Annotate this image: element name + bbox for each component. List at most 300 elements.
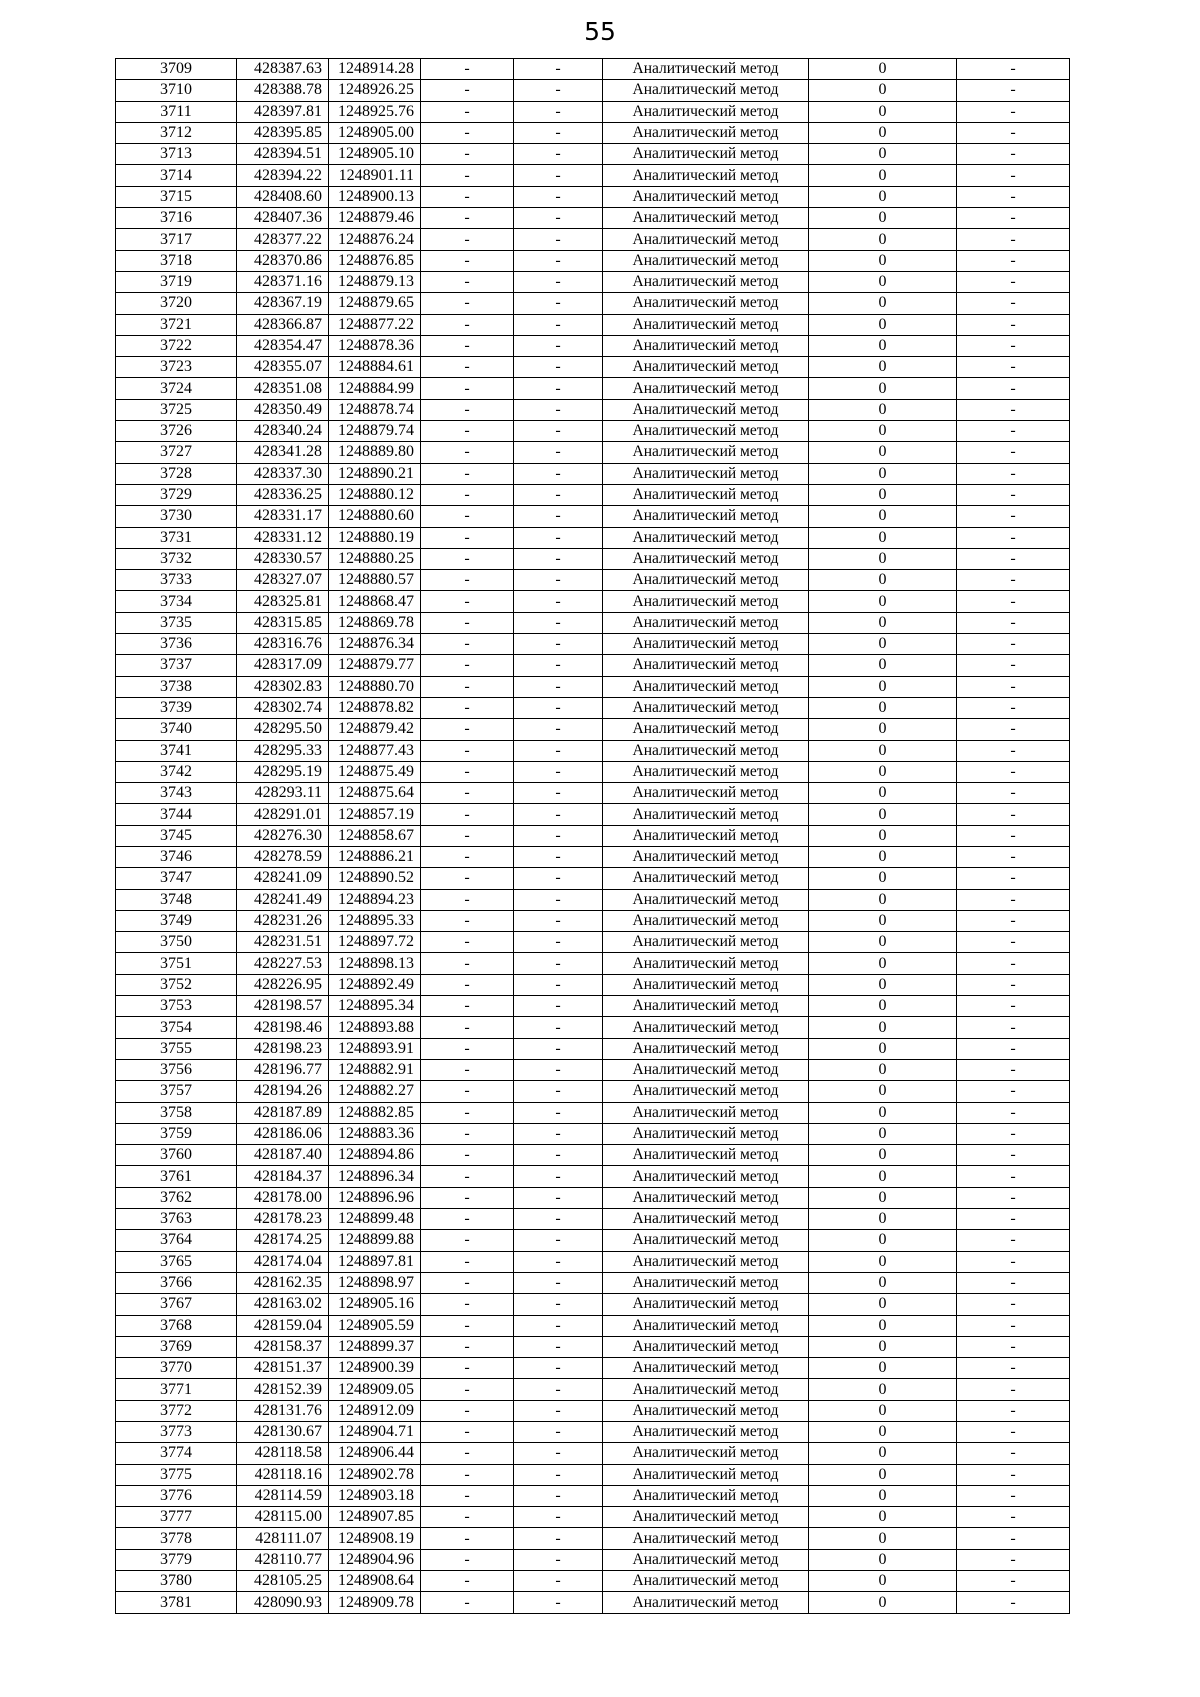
dash-cell-b: - [514, 484, 603, 505]
point-number-cell: 3727 [116, 442, 237, 463]
table-row [116, 548, 1070, 569]
error-value-cell: 0 [809, 165, 957, 186]
error-value-cell: 0 [809, 612, 957, 633]
table-row [116, 1081, 1070, 1102]
dash-cell-b: - [514, 314, 603, 335]
dash-cell-c: - [957, 442, 1070, 463]
dash-cell-c: - [957, 1400, 1070, 1421]
y-coordinate-cell: 1248879.77 [329, 655, 421, 676]
table-row [116, 1251, 1070, 1272]
error-value-cell: 0 [809, 335, 957, 356]
error-value-cell: 0 [809, 1315, 957, 1336]
y-coordinate-cell: 1248878.36 [329, 335, 421, 356]
dash-cell-a: - [421, 1102, 514, 1123]
dash-cell-b: - [514, 1017, 603, 1038]
error-value-cell: 0 [809, 570, 957, 591]
dash-cell-a: - [421, 1379, 514, 1400]
table-row [116, 442, 1070, 463]
dash-cell-b: - [514, 1315, 603, 1336]
x-coordinate-cell: 428162.35 [237, 1272, 329, 1293]
method-cell: Аналитический метод [603, 421, 809, 442]
y-coordinate-cell: 1248880.19 [329, 527, 421, 548]
point-number-cell: 3719 [116, 271, 237, 292]
y-coordinate-cell: 1248908.19 [329, 1528, 421, 1549]
dash-cell-b: - [514, 740, 603, 761]
table-row [116, 932, 1070, 953]
point-number-cell: 3770 [116, 1358, 237, 1379]
point-number-cell: 3736 [116, 634, 237, 655]
table-row [116, 144, 1070, 165]
method-cell: Аналитический метод [603, 953, 809, 974]
dash-cell-a: - [421, 825, 514, 846]
point-number-cell: 3710 [116, 80, 237, 101]
dash-cell-a: - [421, 527, 514, 548]
dash-cell-a: - [421, 59, 514, 80]
dash-cell-c: - [957, 974, 1070, 995]
method-cell: Аналитический метод [603, 676, 809, 697]
dash-cell-c: - [957, 825, 1070, 846]
method-cell: Аналитический метод [603, 655, 809, 676]
error-value-cell: 0 [809, 1230, 957, 1251]
method-cell: Аналитический метод [603, 1230, 809, 1251]
error-value-cell: 0 [809, 1592, 957, 1613]
dash-cell-c: - [957, 101, 1070, 122]
table-row [116, 335, 1070, 356]
dash-cell-b: - [514, 165, 603, 186]
point-number-cell: 3723 [116, 357, 237, 378]
table-row [116, 314, 1070, 335]
point-number-cell: 3711 [116, 101, 237, 122]
x-coordinate-cell: 428187.40 [237, 1145, 329, 1166]
method-cell: Аналитический метод [603, 1123, 809, 1144]
dash-cell-a: - [421, 122, 514, 143]
method-cell: Аналитический метод [603, 1571, 809, 1592]
x-coordinate-cell: 428331.12 [237, 527, 329, 548]
table-row [116, 59, 1070, 80]
dash-cell-a: - [421, 740, 514, 761]
y-coordinate-cell: 1248882.91 [329, 1059, 421, 1080]
dash-cell-c: - [957, 1315, 1070, 1336]
point-number-cell: 3769 [116, 1336, 237, 1357]
dash-cell-b: - [514, 676, 603, 697]
dash-cell-a: - [421, 761, 514, 782]
table-row [116, 1443, 1070, 1464]
method-cell: Аналитический метод [603, 1315, 809, 1336]
y-coordinate-cell: 1248875.64 [329, 783, 421, 804]
dash-cell-c: - [957, 1166, 1070, 1187]
error-value-cell: 0 [809, 229, 957, 250]
dash-cell-b: - [514, 889, 603, 910]
error-value-cell: 0 [809, 719, 957, 740]
y-coordinate-cell: 1248901.11 [329, 165, 421, 186]
method-cell: Аналитический метод [603, 1209, 809, 1230]
dash-cell-b: - [514, 1443, 603, 1464]
point-number-cell: 3750 [116, 932, 237, 953]
error-value-cell: 0 [809, 484, 957, 505]
dash-cell-c: - [957, 612, 1070, 633]
dash-cell-c: - [957, 335, 1070, 356]
table-row [116, 1336, 1070, 1357]
error-value-cell: 0 [809, 442, 957, 463]
table-row [116, 868, 1070, 889]
dash-cell-c: - [957, 1507, 1070, 1528]
dash-cell-b: - [514, 186, 603, 207]
dash-cell-b: - [514, 1358, 603, 1379]
dash-cell-a: - [421, 612, 514, 633]
dash-cell-b: - [514, 1102, 603, 1123]
x-coordinate-cell: 428371.16 [237, 271, 329, 292]
dash-cell-b: - [514, 144, 603, 165]
table-row [116, 1059, 1070, 1080]
dash-cell-c: - [957, 399, 1070, 420]
x-coordinate-cell: 428163.02 [237, 1294, 329, 1315]
point-number-cell: 3740 [116, 719, 237, 740]
x-coordinate-cell: 428178.00 [237, 1187, 329, 1208]
error-value-cell: 0 [809, 1294, 957, 1315]
x-coordinate-cell: 428325.81 [237, 591, 329, 612]
dash-cell-a: - [421, 1017, 514, 1038]
x-coordinate-cell: 428115.00 [237, 1507, 329, 1528]
dash-cell-b: - [514, 1422, 603, 1443]
method-cell: Аналитический метод [603, 1358, 809, 1379]
error-value-cell: 0 [809, 761, 957, 782]
point-number-cell: 3756 [116, 1059, 237, 1080]
method-cell: Аналитический метод [603, 1145, 809, 1166]
error-value-cell: 0 [809, 59, 957, 80]
y-coordinate-cell: 1248894.23 [329, 889, 421, 910]
point-number-cell: 3726 [116, 421, 237, 442]
x-coordinate-cell: 428241.49 [237, 889, 329, 910]
point-number-cell: 3730 [116, 506, 237, 527]
table-row [116, 910, 1070, 931]
method-cell: Аналитический метод [603, 1059, 809, 1080]
method-cell: Аналитический метод [603, 101, 809, 122]
dash-cell-c: - [957, 59, 1070, 80]
point-number-cell: 3771 [116, 1379, 237, 1400]
method-cell: Аналитический метод [603, 591, 809, 612]
x-coordinate-cell: 428227.53 [237, 953, 329, 974]
table-row [116, 974, 1070, 995]
table-row [116, 1507, 1070, 1528]
dash-cell-c: - [957, 1145, 1070, 1166]
error-value-cell: 0 [809, 1209, 957, 1230]
dash-cell-a: - [421, 1081, 514, 1102]
table-row [116, 399, 1070, 420]
point-number-cell: 3774 [116, 1443, 237, 1464]
point-number-cell: 3718 [116, 250, 237, 271]
y-coordinate-cell: 1248897.72 [329, 932, 421, 953]
y-coordinate-cell: 1248879.74 [329, 421, 421, 442]
dash-cell-c: - [957, 1209, 1070, 1230]
x-coordinate-cell: 428276.30 [237, 825, 329, 846]
x-coordinate-cell: 428315.85 [237, 612, 329, 633]
dash-cell-b: - [514, 1592, 603, 1613]
dash-cell-c: - [957, 570, 1070, 591]
dash-cell-b: - [514, 783, 603, 804]
dash-cell-a: - [421, 165, 514, 186]
dash-cell-c: - [957, 1528, 1070, 1549]
x-coordinate-cell: 428198.46 [237, 1017, 329, 1038]
point-number-cell: 3773 [116, 1422, 237, 1443]
error-value-cell: 0 [809, 1187, 957, 1208]
error-value-cell: 0 [809, 1379, 957, 1400]
y-coordinate-cell: 1248889.80 [329, 442, 421, 463]
dash-cell-b: - [514, 101, 603, 122]
dash-cell-a: - [421, 293, 514, 314]
table-body [116, 59, 1070, 1614]
table-row [116, 463, 1070, 484]
point-number-cell: 3712 [116, 122, 237, 143]
dash-cell-b: - [514, 1485, 603, 1506]
dash-cell-a: - [421, 1464, 514, 1485]
y-coordinate-cell: 1248899.37 [329, 1336, 421, 1357]
dash-cell-c: - [957, 506, 1070, 527]
y-coordinate-cell: 1248879.13 [329, 271, 421, 292]
dash-cell-c: - [957, 484, 1070, 505]
y-coordinate-cell: 1248892.49 [329, 974, 421, 995]
table-row [116, 506, 1070, 527]
dash-cell-b: - [514, 463, 603, 484]
x-coordinate-cell: 428394.22 [237, 165, 329, 186]
dash-cell-a: - [421, 1571, 514, 1592]
dash-cell-c: - [957, 1059, 1070, 1080]
dash-cell-a: - [421, 974, 514, 995]
x-coordinate-cell: 428327.07 [237, 570, 329, 591]
dash-cell-a: - [421, 1315, 514, 1336]
method-cell: Аналитический метод [603, 506, 809, 527]
method-cell: Аналитический метод [603, 1549, 809, 1570]
table-row [116, 80, 1070, 101]
error-value-cell: 0 [809, 1549, 957, 1570]
dash-cell-b: - [514, 1379, 603, 1400]
method-cell: Аналитический метод [603, 1294, 809, 1315]
point-number-cell: 3775 [116, 1464, 237, 1485]
dash-cell-a: - [421, 101, 514, 122]
dash-cell-b: - [514, 1187, 603, 1208]
y-coordinate-cell: 1248893.91 [329, 1038, 421, 1059]
error-value-cell: 0 [809, 548, 957, 569]
method-cell: Аналитический метод [603, 463, 809, 484]
x-coordinate-cell: 428395.85 [237, 122, 329, 143]
dash-cell-b: - [514, 974, 603, 995]
error-value-cell: 0 [809, 122, 957, 143]
table-row [116, 1294, 1070, 1315]
dash-cell-c: - [957, 889, 1070, 910]
y-coordinate-cell: 1248884.99 [329, 378, 421, 399]
dash-cell-c: - [957, 122, 1070, 143]
point-number-cell: 3742 [116, 761, 237, 782]
x-coordinate-cell: 428198.57 [237, 996, 329, 1017]
point-number-cell: 3752 [116, 974, 237, 995]
method-cell: Аналитический метод [603, 974, 809, 995]
dash-cell-b: - [514, 271, 603, 292]
error-value-cell: 0 [809, 1017, 957, 1038]
dash-cell-c: - [957, 740, 1070, 761]
point-number-cell: 3715 [116, 186, 237, 207]
y-coordinate-cell: 1248900.13 [329, 186, 421, 207]
error-value-cell: 0 [809, 378, 957, 399]
x-coordinate-cell: 428118.58 [237, 1443, 329, 1464]
error-value-cell: 0 [809, 1507, 957, 1528]
error-value-cell: 0 [809, 357, 957, 378]
error-value-cell: 0 [809, 1336, 957, 1357]
x-coordinate-cell: 428407.36 [237, 208, 329, 229]
y-coordinate-cell: 1248880.57 [329, 570, 421, 591]
dash-cell-a: - [421, 1059, 514, 1080]
table-row [116, 740, 1070, 761]
point-number-cell: 3733 [116, 570, 237, 591]
point-number-cell: 3714 [116, 165, 237, 186]
table-row [116, 1379, 1070, 1400]
error-value-cell: 0 [809, 1571, 957, 1592]
dash-cell-c: - [957, 1379, 1070, 1400]
x-coordinate-cell: 428159.04 [237, 1315, 329, 1336]
dash-cell-a: - [421, 719, 514, 740]
y-coordinate-cell: 1248883.36 [329, 1123, 421, 1144]
method-cell: Аналитический метод [603, 1464, 809, 1485]
table-row [116, 357, 1070, 378]
method-cell: Аналитический метод [603, 1166, 809, 1187]
dash-cell-a: - [421, 655, 514, 676]
table-row [116, 186, 1070, 207]
dash-cell-b: - [514, 59, 603, 80]
y-coordinate-cell: 1248880.60 [329, 506, 421, 527]
x-coordinate-cell: 428377.22 [237, 229, 329, 250]
error-value-cell: 0 [809, 1464, 957, 1485]
point-number-cell: 3758 [116, 1102, 237, 1123]
point-number-cell: 3717 [116, 229, 237, 250]
point-number-cell: 3720 [116, 293, 237, 314]
dash-cell-b: - [514, 591, 603, 612]
dash-cell-a: - [421, 846, 514, 867]
error-value-cell: 0 [809, 1251, 957, 1272]
error-value-cell: 0 [809, 825, 957, 846]
error-value-cell: 0 [809, 740, 957, 761]
method-cell: Аналитический метод [603, 996, 809, 1017]
dash-cell-c: - [957, 1230, 1070, 1251]
table-row [116, 271, 1070, 292]
method-cell: Аналитический метод [603, 548, 809, 569]
method-cell: Аналитический метод [603, 271, 809, 292]
x-coordinate-cell: 428231.26 [237, 910, 329, 931]
x-coordinate-cell: 428367.19 [237, 293, 329, 314]
point-number-cell: 3781 [116, 1592, 237, 1613]
point-number-cell: 3721 [116, 314, 237, 335]
dash-cell-b: - [514, 697, 603, 718]
point-number-cell: 3748 [116, 889, 237, 910]
x-coordinate-cell: 428130.67 [237, 1422, 329, 1443]
dash-cell-a: - [421, 1549, 514, 1570]
point-number-cell: 3729 [116, 484, 237, 505]
error-value-cell: 0 [809, 974, 957, 995]
dash-cell-c: - [957, 548, 1070, 569]
error-value-cell: 0 [809, 144, 957, 165]
table-row [116, 761, 1070, 782]
error-value-cell: 0 [809, 1166, 957, 1187]
dash-cell-c: - [957, 761, 1070, 782]
dash-cell-c: - [957, 1336, 1070, 1357]
x-coordinate-cell: 428291.01 [237, 804, 329, 825]
error-value-cell: 0 [809, 783, 957, 804]
dash-cell-c: - [957, 697, 1070, 718]
point-number-cell: 3761 [116, 1166, 237, 1187]
x-coordinate-cell: 428337.30 [237, 463, 329, 484]
method-cell: Аналитический метод [603, 1422, 809, 1443]
dash-cell-c: - [957, 293, 1070, 314]
error-value-cell: 0 [809, 101, 957, 122]
method-cell: Аналитический метод [603, 1081, 809, 1102]
x-coordinate-cell: 428341.28 [237, 442, 329, 463]
x-coordinate-cell: 428174.25 [237, 1230, 329, 1251]
dash-cell-a: - [421, 484, 514, 505]
dash-cell-a: - [421, 1038, 514, 1059]
method-cell: Аналитический метод [603, 1336, 809, 1357]
error-value-cell: 0 [809, 1102, 957, 1123]
table-row [116, 846, 1070, 867]
dash-cell-b: - [514, 250, 603, 271]
error-value-cell: 0 [809, 846, 957, 867]
method-cell: Аналитический метод [603, 932, 809, 953]
error-value-cell: 0 [809, 889, 957, 910]
dash-cell-b: - [514, 825, 603, 846]
error-value-cell: 0 [809, 655, 957, 676]
dash-cell-c: - [957, 271, 1070, 292]
point-number-cell: 3725 [116, 399, 237, 420]
dash-cell-c: - [957, 186, 1070, 207]
table-row [116, 1400, 1070, 1421]
dash-cell-b: - [514, 1081, 603, 1102]
table-row [116, 804, 1070, 825]
dash-cell-b: - [514, 1464, 603, 1485]
dash-cell-c: - [957, 1102, 1070, 1123]
y-coordinate-cell: 1248905.16 [329, 1294, 421, 1315]
method-cell: Аналитический метод [603, 910, 809, 931]
method-cell: Аналитический метод [603, 335, 809, 356]
x-coordinate-cell: 428118.16 [237, 1464, 329, 1485]
point-number-cell: 3713 [116, 144, 237, 165]
dash-cell-b: - [514, 1230, 603, 1251]
dash-cell-a: - [421, 1336, 514, 1357]
dash-cell-c: - [957, 1549, 1070, 1570]
dash-cell-a: - [421, 1422, 514, 1443]
x-coordinate-cell: 428317.09 [237, 655, 329, 676]
page-number: 55 [584, 17, 616, 46]
point-number-cell: 3776 [116, 1485, 237, 1506]
dash-cell-a: - [421, 250, 514, 271]
method-cell: Аналитический метод [603, 229, 809, 250]
dash-cell-a: - [421, 548, 514, 569]
point-number-cell: 3754 [116, 1017, 237, 1038]
method-cell: Аналитический метод [603, 740, 809, 761]
dash-cell-a: - [421, 1123, 514, 1144]
point-number-cell: 3738 [116, 676, 237, 697]
dash-cell-b: - [514, 1549, 603, 1570]
table-row [116, 655, 1070, 676]
dash-cell-c: - [957, 783, 1070, 804]
dash-cell-a: - [421, 1358, 514, 1379]
y-coordinate-cell: 1248905.59 [329, 1315, 421, 1336]
y-coordinate-cell: 1248875.49 [329, 761, 421, 782]
dash-cell-c: - [957, 846, 1070, 867]
x-coordinate-cell: 428331.17 [237, 506, 329, 527]
y-coordinate-cell: 1248877.22 [329, 314, 421, 335]
error-value-cell: 0 [809, 314, 957, 335]
error-value-cell: 0 [809, 1528, 957, 1549]
x-coordinate-cell: 428354.47 [237, 335, 329, 356]
point-number-cell: 3739 [116, 697, 237, 718]
y-coordinate-cell: 1248925.76 [329, 101, 421, 122]
dash-cell-b: - [514, 122, 603, 143]
